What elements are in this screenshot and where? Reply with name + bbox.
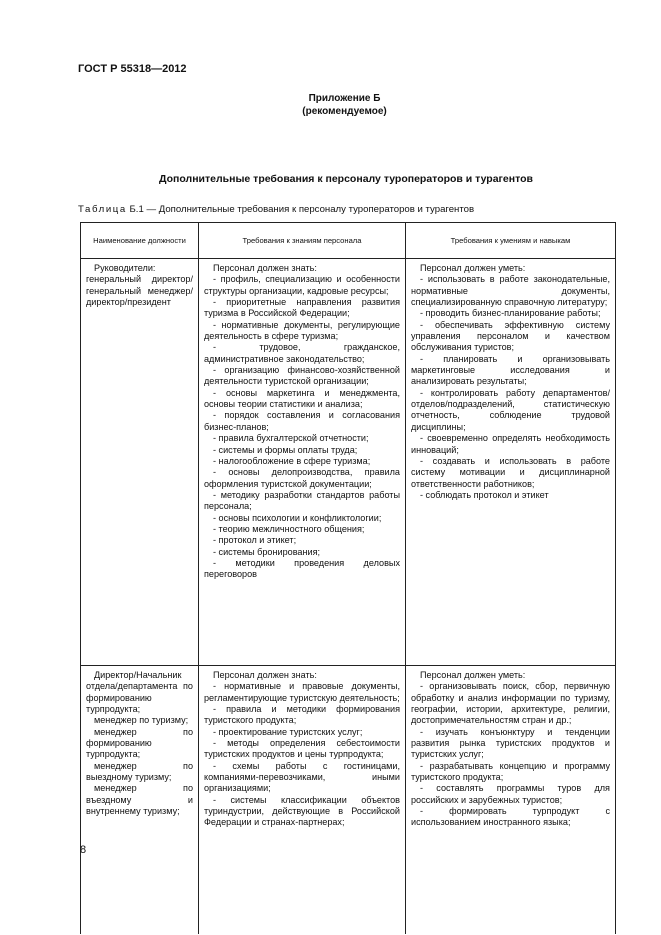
position-line: менеджер по формированию турпродукта; bbox=[86, 726, 193, 760]
table-caption-text: Б.1 — Дополнительные требования к персоналу туроператоров и турагентов bbox=[126, 204, 475, 215]
knowledge-item: - методику разработки стандартов работы персонала; bbox=[204, 489, 400, 512]
skill-item: - разрабатывать концепцию и программу туристского продукта; bbox=[411, 760, 610, 783]
skill-item: - своевременно определять необходимость инноваций; bbox=[411, 433, 610, 455]
skill-item: - проводить бизнес-планирование работы; bbox=[420, 308, 601, 319]
table-header-row bbox=[81, 223, 616, 259]
table-caption-prefix: Таблица bbox=[78, 204, 127, 215]
knowledge-intro: Персонал должен знать: bbox=[213, 670, 317, 680]
annex-title: Приложение Б bbox=[308, 93, 381, 104]
skill-item: - соблюдать протокол и этикет bbox=[420, 489, 549, 500]
skill-item: - планировать и организовывать маркетинговые исследования и анализировать результаты; bbox=[411, 353, 610, 387]
knowledge-item: - трудовое, гражданское, административное законодательство; bbox=[204, 342, 400, 364]
knowledge-item: - нормативные документы, регулирующие деятельность в сфере туризма; bbox=[204, 319, 400, 342]
table-row bbox=[81, 259, 616, 666]
table-row bbox=[81, 666, 616, 935]
knowledge-cell bbox=[199, 666, 406, 935]
skill-item: - обеспечивать эффективную систему управления персоналом и качеством обслуживания туристов; bbox=[411, 319, 610, 353]
knowledge-item: - теорию межличностного общения; bbox=[213, 523, 365, 534]
knowledge-cell bbox=[199, 259, 406, 666]
page-number: 8 bbox=[80, 844, 87, 856]
standard-number: ГОСТ Р 55318—2012 bbox=[78, 63, 187, 75]
position-line: менеджер по въездному и внутреннему туризму; bbox=[86, 783, 193, 817]
skills-intro: Персонал должен уметь: bbox=[420, 263, 526, 273]
table-caption bbox=[78, 204, 474, 215]
knowledge-item: - системы и формы оплаты труда; bbox=[213, 444, 358, 455]
knowledge-item: - нормативные и правовые документы, регламентирующие туристскую деятельность; bbox=[204, 681, 400, 703]
knowledge-item: - системы бронирования; bbox=[213, 546, 321, 557]
header-position: Наименование должности bbox=[81, 223, 199, 259]
knowledge-item: - организацию финансово-хозяйственной деятельности туристской организации; bbox=[204, 365, 400, 387]
skill-item: - контролировать работу департаментов/отделов/подразделений, статистическую отчетность, соблюдение трудовой дисциплины; bbox=[411, 387, 610, 432]
position-cell bbox=[81, 259, 199, 666]
annex-subtitle: (рекомендуемое) bbox=[302, 106, 387, 117]
header-skills: Требования к умениям и навыкам bbox=[406, 223, 616, 259]
skills-cell bbox=[406, 259, 616, 666]
knowledge-item: - методы определения себестоимости туристских продуктов и цены турпродукта; bbox=[204, 738, 400, 760]
skill-item: - формировать турпродукт с использованием иностранного языка; bbox=[411, 806, 610, 828]
knowledge-intro: Персонал должен знать: bbox=[213, 263, 317, 273]
skills-intro: Персонал должен уметь: bbox=[420, 670, 526, 680]
knowledge-item: - правила и методики формирования туристского продукта; bbox=[204, 704, 400, 726]
knowledge-item: - порядок составления и согласования бизнес-планов; bbox=[204, 410, 400, 432]
skills-cell bbox=[406, 666, 616, 935]
knowledge-item: - основы делопроизводства, правила оформления туристской документации; bbox=[204, 467, 400, 489]
knowledge-item: - основы психологии и конфликтологии; bbox=[213, 512, 382, 523]
knowledge-item: - системы классификации объектов туриндустрии, действующие в Российской Федерации и странах-партнерах; bbox=[204, 794, 400, 828]
skill-item: - организовывать поиск, сбор, первичную обработку и анализ информации по туризму, географии, истории, архитектуре, религии, достопримечательностям стран и др.; bbox=[411, 681, 610, 726]
knowledge-item: - налогообложение в сфере туризма; bbox=[213, 455, 371, 466]
position-line: Директор/Начальник отдела/департамента по формированию турпродукта; bbox=[86, 670, 193, 715]
knowledge-item: - приоритетные направления развития туризма в Российской Федерации; bbox=[204, 297, 400, 319]
knowledge-item: - проектирование туристских услуг; bbox=[213, 726, 363, 737]
position-line: Руководители: генеральный директор/генеральный менеджер/директор/президент bbox=[86, 263, 193, 308]
position-cell bbox=[81, 666, 199, 935]
position-line: менеджер по выездному туризму; bbox=[86, 760, 193, 783]
skill-item: - изучать конъюнктуру и тенденции развития рынка туристских продуктов и туристских услуг; bbox=[411, 726, 610, 760]
skill-item: - создавать и использовать в работе систему мотивации и дисциплинарной ответственности работников; bbox=[411, 455, 610, 489]
position-line: менеджер по туризму; bbox=[94, 715, 189, 726]
knowledge-item: - правила бухгалтерской отчетности; bbox=[213, 433, 369, 444]
skill-item: - составлять программы туров для российских и зарубежных туристов; bbox=[411, 783, 610, 805]
knowledge-item: - протокол и этикет; bbox=[213, 535, 297, 546]
skill-item: - использовать в работе законодательные, нормативные документы, специализированную справочную литературу; bbox=[411, 274, 610, 308]
knowledge-item: - основы маркетинга и менеджмента, основы теории статистики и анализа; bbox=[204, 387, 400, 410]
knowledge-item: - схемы работы с гостиницами, компаниями-перевозчиками, иными организациями; bbox=[204, 760, 400, 794]
annex-heading bbox=[0, 92, 661, 118]
knowledge-item: - профиль, специализацию и особенности структуры организации, кадровые ресурсы; bbox=[204, 274, 400, 296]
header-knowledge: Требования к знаниям персонала bbox=[199, 223, 406, 259]
requirements-table bbox=[80, 222, 616, 934]
document-title: Дополнительные требования к персоналу туроператоров и турагентов bbox=[159, 173, 533, 185]
knowledge-item: - методики проведения деловых переговоров bbox=[204, 557, 400, 580]
